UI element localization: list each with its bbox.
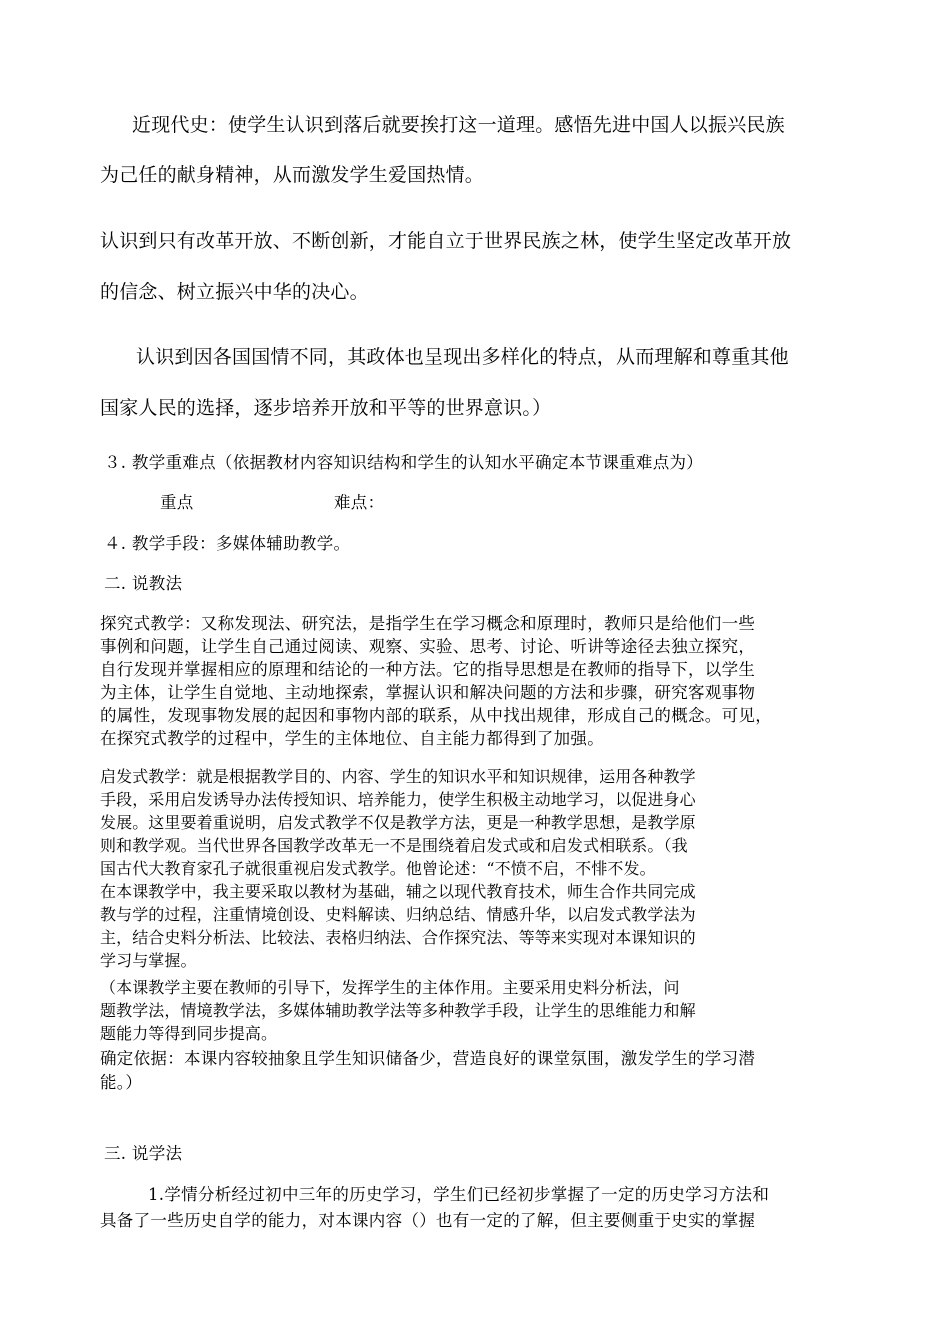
inquiry-line: 的属性，发现事物发展的起因和事物内部的联系，从中找出规律，形成自己的概念。可见， [100,706,772,725]
modern-history-line-2: 为己任的献身精神，从而激发学生爱国热情。 [100,164,485,186]
heuristic-line: 学习与掌握。 [100,951,197,970]
inquiry-line: 自行发现并掌握相应的原理和结论的一种方法。它的指导思想是在教师的指导下，以学生 [100,660,756,679]
key-point-label: 重点 [160,493,194,512]
inquiry-line: 在探究式教学的过程中，学生的主体地位、自主能力都得到了加强。 [100,729,604,748]
inquiry-line: 事例和问题，让学生自己通过阅读、观察、实验、思考、讨论、听讲等途径去独立探究， [100,637,756,656]
section2-heading: 二. 说教法 [104,574,183,593]
guide-line: 题能力等得到同步提高。 [100,1024,278,1043]
section3-heading: ３. 教学重难点（依据教材内容知识结构和学生的认知水平确定本节课重难点为） [104,453,704,472]
polity-line-1: 认识到因各国国情不同，其政体也呈现出多样化的特点，从而理解和尊重其他 [136,346,789,368]
heuristic-line: 启发式教学：就是根据教学目的、内容、学生的知识水平和知识规律，运用各种教学 [100,767,696,786]
reform-line-2: 的信念、树立振兴中华的决心。 [100,281,369,303]
section3-learning-heading: 三. 说学法 [104,1144,183,1163]
heuristic-line: 发展。这里要着重说明，启发式教学不仅是教学方法，更是一种教学思想，是教学原 [100,813,696,832]
inquiry-line: 为主体，让学生自觉地、主动地探索，掌握认识和解决问题的方法和步骤，研究客观事物 [100,683,756,702]
heuristic-line: 在本课教学中，我主要采取以教材为基础，辅之以现代教育技术，师生合作共同完成 [100,882,696,901]
heuristic-line: 手段，采用启发诱导办法传授知识、培养能力，使学生积极主动地学习，以促进身心 [100,790,696,809]
learning-line: 1.学情分析经过初中三年的历史学习，学生们已经初步掌握了一定的历史学习方法和 [148,1185,770,1204]
section4-teaching-means: ４. 教学手段：多媒体辅助教学。 [104,534,351,553]
polity-line-2: 国家人民的选择，逐步培养开放和平等的世界意识。） [100,397,552,419]
heuristic-line: 教与学的过程，注重情境创设、史料解读、归纳总结、情感升华，以启发式教学法为 [100,905,696,924]
difficulty-label: 难点： [334,493,385,512]
heuristic-line: 主，结合史料分析法、比较法、表格归纳法、合作探究法、等等来实现对本课知识的 [100,928,696,947]
modern-history-line-1: 近现代史：使学生认识到落后就要挨打这一道理。感悟先进中国人以振兴民族 [132,114,785,136]
guide-line: （本课教学主要在教师的引导下，发挥学生的主体作用。主要采用史料分析法，问 [100,978,680,997]
guide-line: 题教学法，情境教学法，多媒体辅助教学法等多种教学手段，让学生的思维能力和解 [100,1001,696,1020]
learning-line: 具备了一些历史自学的能力，对本课内容（）也有一定的了解，但主要侧重于史实的掌握 [100,1211,756,1230]
reform-line-1: 认识到只有改革开放、不断创新，才能自立于世界民族之林，使学生坚定改革开放 [100,230,792,252]
inquiry-line: 探究式教学：又称发现法、研究法，是指学生在学习概念和原理时，教师只是给他们一些 [100,614,756,633]
basis-line: 能。） [100,1073,143,1092]
heuristic-line: 则和教学观。当代世界各国教学改革无一不是围绕着启发式或和启发式相联系。（我 [100,836,688,855]
basis-line: 确定依据：本课内容较抽象且学生知识储备少，营造良好的课堂氛围，激发学生的学习潜 [100,1049,756,1068]
heuristic-line: 国古代大教育家孔子就很重视启发式教学。他曾论述：“不愤不启，不悱不发。 [100,859,656,878]
